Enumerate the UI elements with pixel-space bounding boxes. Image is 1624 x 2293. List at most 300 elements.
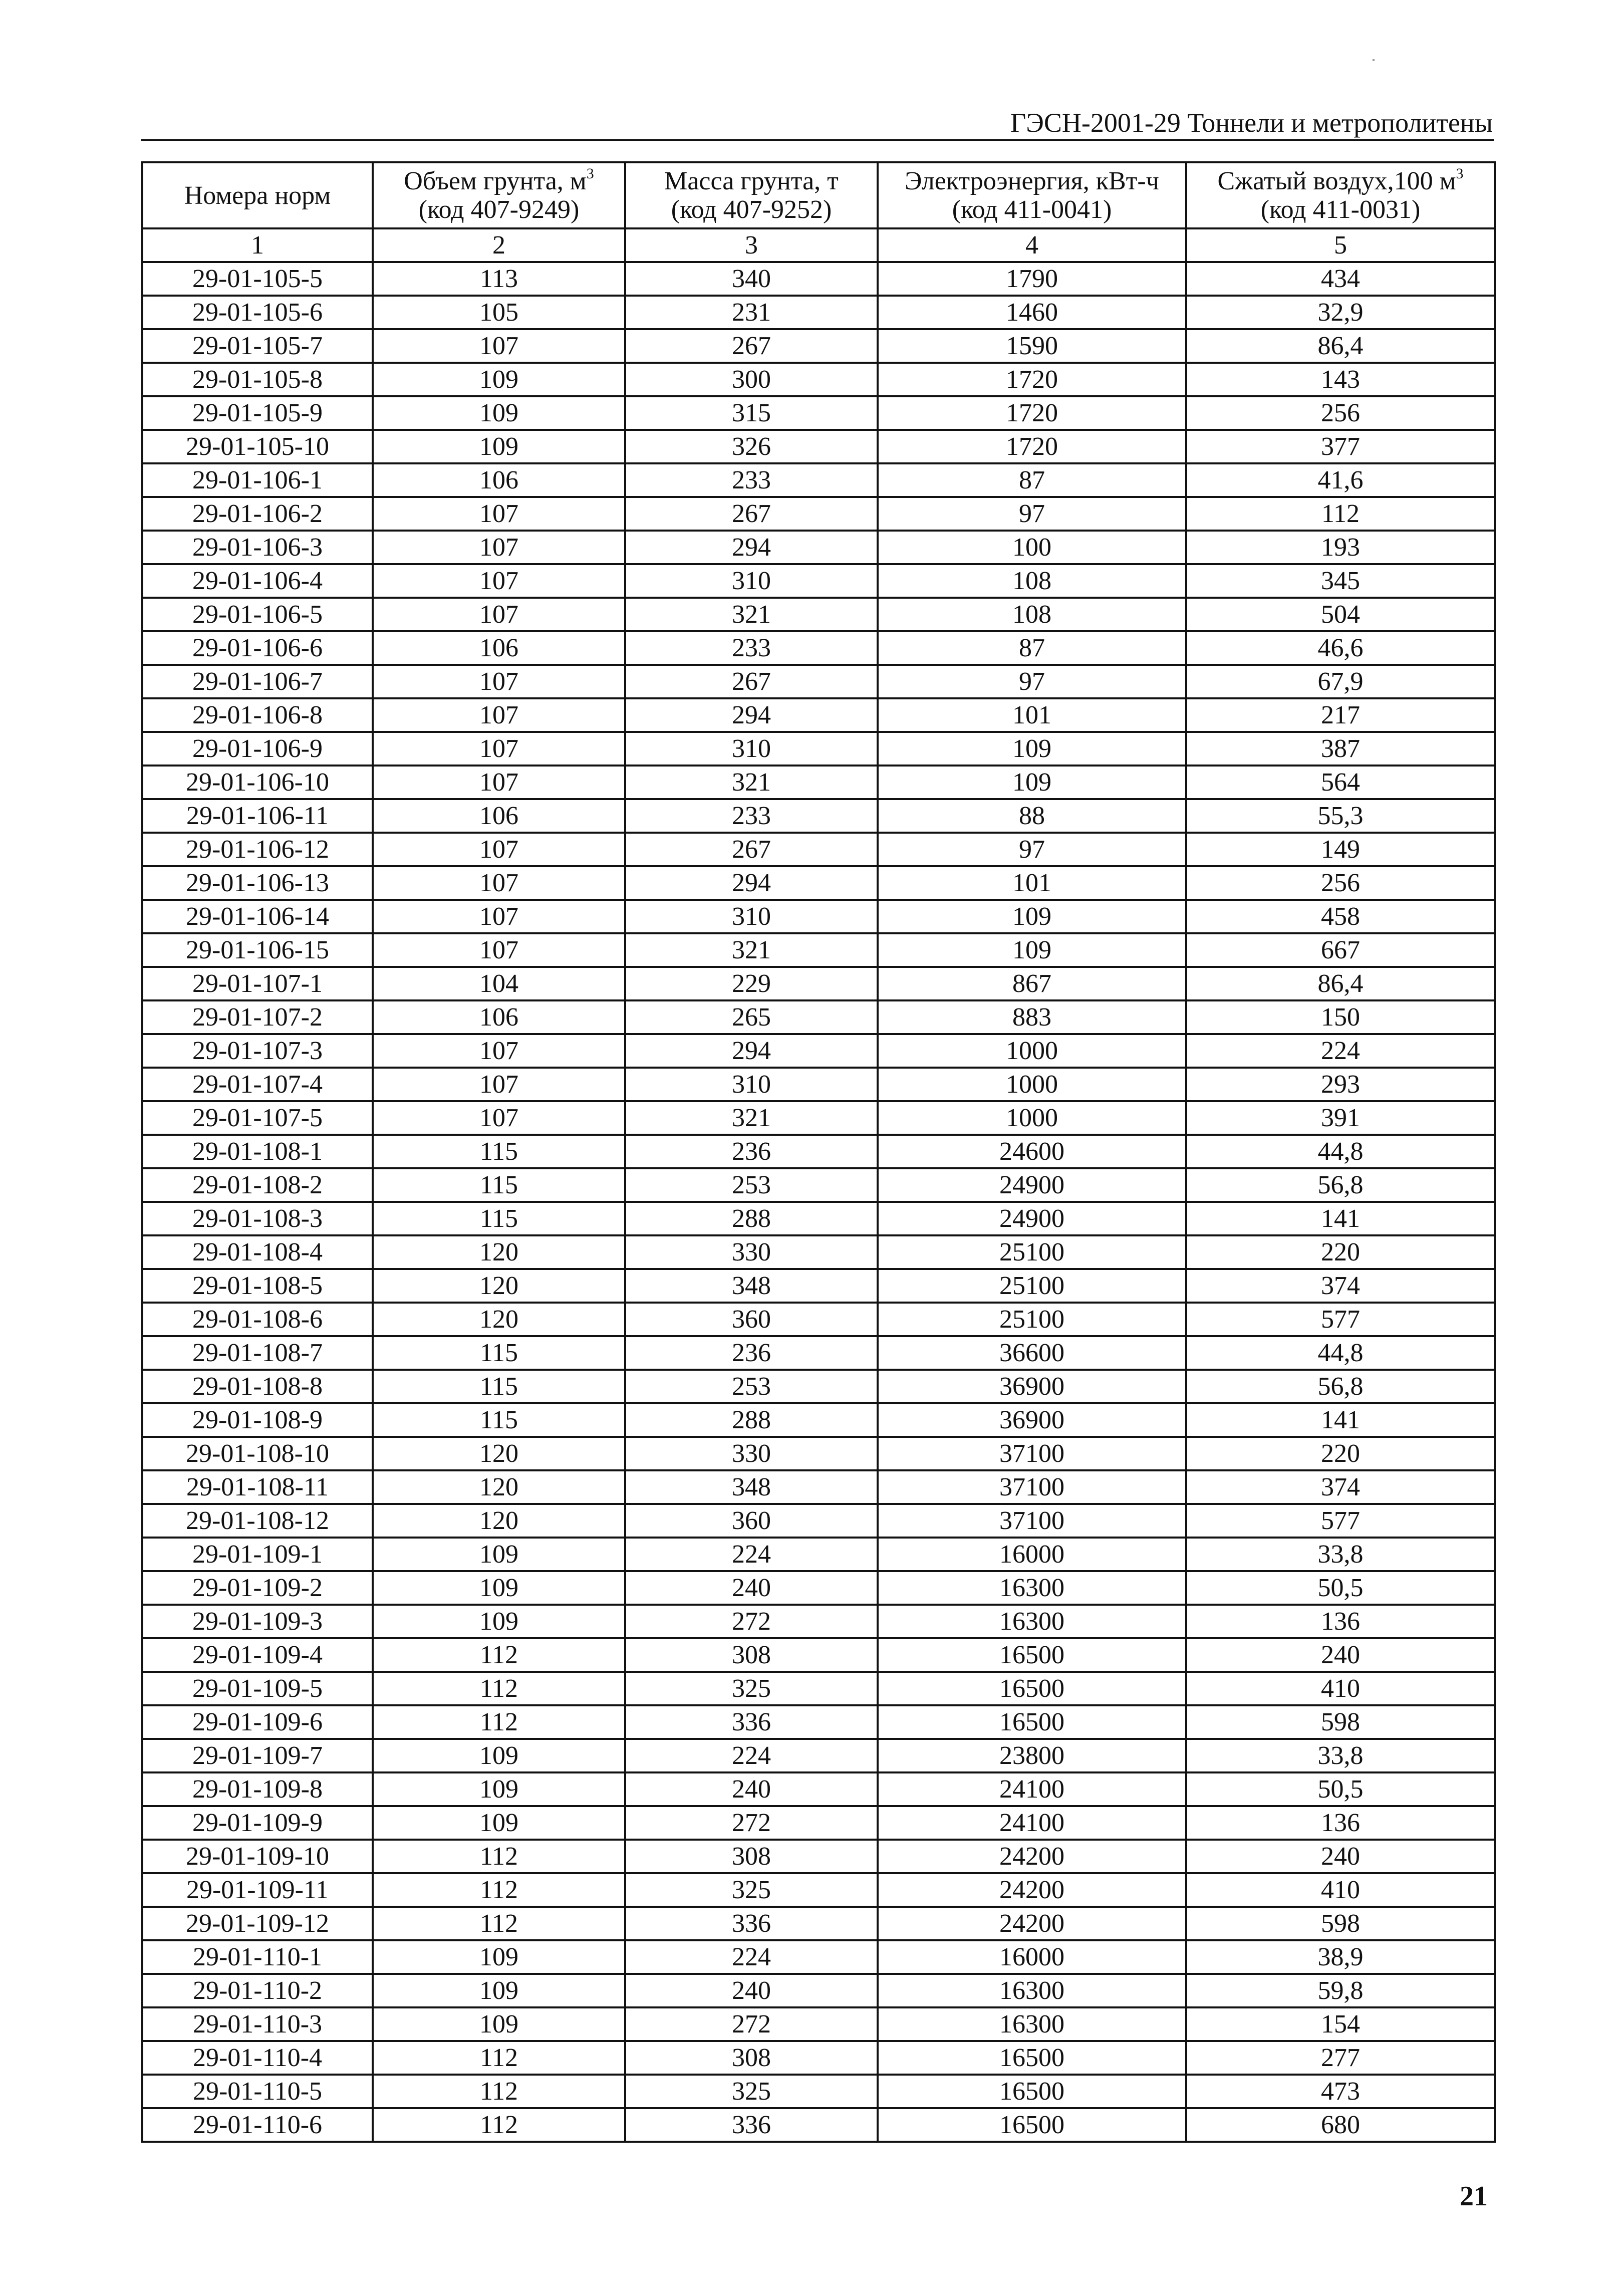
soil-volume-cell: 107	[373, 1101, 625, 1135]
table-row	[142, 564, 1495, 598]
compressed-air-cell: 32,9	[1186, 296, 1495, 329]
table-row	[142, 1068, 1495, 1101]
soil-volume-cell: 107	[373, 732, 625, 766]
electricity-cell: 24100	[878, 1806, 1186, 1840]
page-header-title: ГЭСН-2001-29 Тоннели и метрополитены	[1010, 108, 1493, 138]
soil-volume-cell: 109	[373, 1739, 625, 1772]
compressed-air-cell: 564	[1186, 766, 1495, 799]
column-number: 5	[1186, 228, 1495, 262]
soil-volume-cell: 107	[373, 766, 625, 799]
soil-mass-cell: 233	[625, 799, 878, 833]
compressed-air-cell: 136	[1186, 1605, 1495, 1638]
compressed-air-cell: 667	[1186, 933, 1495, 967]
electricity-cell: 108	[878, 598, 1186, 631]
norm-number-cell: 29-01-108-3	[142, 1202, 373, 1235]
electricity-cell: 16500	[878, 2108, 1186, 2142]
soil-volume-cell: 109	[373, 2007, 625, 2041]
table-row	[142, 1403, 1495, 1437]
soil-volume-cell: 109	[373, 1538, 625, 1571]
electricity-cell: 24100	[878, 1772, 1186, 1806]
column-header-electricity	[878, 162, 1186, 228]
soil-volume-cell: 115	[373, 1336, 625, 1370]
soil-mass-cell: 288	[625, 1403, 878, 1437]
electricity-cell: 1790	[878, 262, 1186, 296]
norm-number-cell: 29-01-109-7	[142, 1739, 373, 1772]
electricity-cell: 100	[878, 531, 1186, 564]
table-row	[142, 329, 1495, 363]
table-row	[142, 430, 1495, 463]
norm-number-cell: 29-01-108-11	[142, 1470, 373, 1504]
norms-table	[141, 161, 1496, 2143]
electricity-cell: 101	[878, 866, 1186, 900]
soil-mass-cell: 236	[625, 1135, 878, 1168]
table-row	[142, 665, 1495, 698]
soil-mass-cell: 240	[625, 1772, 878, 1806]
soil-mass-cell: 336	[625, 1907, 878, 1940]
compressed-air-cell: 44,8	[1186, 1336, 1495, 1370]
norm-number-cell: 29-01-109-10	[142, 1840, 373, 1873]
table-row	[142, 497, 1495, 531]
soil-volume-cell: 107	[373, 933, 625, 967]
norm-number-cell: 29-01-106-13	[142, 866, 373, 900]
electricity-cell: 36900	[878, 1370, 1186, 1403]
electricity-cell: 24900	[878, 1202, 1186, 1235]
table-row	[142, 1772, 1495, 1806]
soil-volume-cell: 109	[373, 1605, 625, 1638]
soil-volume-cell: 104	[373, 967, 625, 1000]
table-row	[142, 967, 1495, 1000]
compressed-air-cell: 38,9	[1186, 1940, 1495, 1974]
column-header-code: (код 411-0041)	[952, 195, 1112, 224]
table-row	[142, 1202, 1495, 1235]
electricity-cell: 1000	[878, 1034, 1186, 1068]
electricity-cell: 109	[878, 732, 1186, 766]
column-number: 4	[878, 228, 1186, 262]
compressed-air-cell: 154	[1186, 2007, 1495, 2041]
electricity-cell: 24200	[878, 1907, 1186, 1940]
table-row	[142, 1168, 1495, 1202]
electricity-cell: 97	[878, 665, 1186, 698]
electricity-cell: 36900	[878, 1403, 1186, 1437]
column-header-title: Сжатый воздух,100 м	[1217, 167, 1456, 195]
soil-volume-cell: 106	[373, 799, 625, 833]
norm-number-cell: 29-01-108-8	[142, 1370, 373, 1403]
soil-mass-cell: 310	[625, 1068, 878, 1101]
soil-volume-cell: 107	[373, 497, 625, 531]
soil-volume-cell: 107	[373, 833, 625, 866]
table-row	[142, 2108, 1495, 2142]
norm-number-cell: 29-01-106-11	[142, 799, 373, 833]
norm-number-cell: 29-01-105-6	[142, 296, 373, 329]
norm-number-cell: 29-01-109-3	[142, 1605, 373, 1638]
norm-number-cell: 29-01-105-5	[142, 262, 373, 296]
soil-mass-cell: 308	[625, 2041, 878, 2075]
column-header-title-line	[374, 167, 624, 195]
soil-volume-cell: 115	[373, 1135, 625, 1168]
compressed-air-cell: 193	[1186, 531, 1495, 564]
norm-number-cell: 29-01-105-9	[142, 396, 373, 430]
electricity-cell: 87	[878, 463, 1186, 497]
soil-mass-cell: 233	[625, 463, 878, 497]
table-row	[142, 1940, 1495, 1974]
electricity-cell: 23800	[878, 1739, 1186, 1772]
table-row	[142, 1437, 1495, 1470]
column-header-code: (код 411-0031)	[1260, 195, 1421, 224]
electricity-cell: 16000	[878, 1538, 1186, 1571]
soil-mass-cell: 267	[625, 329, 878, 363]
compressed-air-cell: 577	[1186, 1303, 1495, 1336]
soil-volume-cell: 112	[373, 1907, 625, 1940]
soil-volume-cell: 115	[373, 1202, 625, 1235]
soil-mass-cell: 315	[625, 396, 878, 430]
compressed-air-cell: 577	[1186, 1504, 1495, 1538]
norm-number-cell: 29-01-110-3	[142, 2007, 373, 2041]
compressed-air-cell: 410	[1186, 1672, 1495, 1705]
soil-mass-cell: 231	[625, 296, 878, 329]
electricity-cell: 24200	[878, 1840, 1186, 1873]
soil-mass-cell: 253	[625, 1370, 878, 1403]
electricity-cell: 1590	[878, 329, 1186, 363]
table-row	[142, 1370, 1495, 1403]
electricity-cell: 37100	[878, 1470, 1186, 1504]
electricity-cell: 25100	[878, 1235, 1186, 1269]
table-row	[142, 1101, 1495, 1135]
norm-number-cell: 29-01-110-2	[142, 1974, 373, 2007]
compressed-air-cell: 33,8	[1186, 1739, 1495, 1772]
soil-mass-cell: 325	[625, 2075, 878, 2108]
column-header-norm-number	[142, 162, 373, 228]
table-row	[142, 866, 1495, 900]
norm-number-cell: 29-01-109-11	[142, 1873, 373, 1907]
soil-volume-cell: 112	[373, 1873, 625, 1907]
electricity-cell: 1460	[878, 296, 1186, 329]
table-row	[142, 732, 1495, 766]
soil-mass-cell: 224	[625, 1940, 878, 1974]
soil-volume-cell: 120	[373, 1470, 625, 1504]
soil-volume-cell: 112	[373, 2075, 625, 2108]
soil-volume-cell: 120	[373, 1269, 625, 1303]
soil-volume-cell: 120	[373, 1504, 625, 1538]
table-row	[142, 1235, 1495, 1269]
table-row	[142, 1034, 1495, 1068]
soil-mass-cell: 310	[625, 564, 878, 598]
electricity-cell: 24600	[878, 1135, 1186, 1168]
compressed-air-cell: 293	[1186, 1068, 1495, 1101]
norm-number-cell: 29-01-108-6	[142, 1303, 373, 1336]
electricity-cell: 16000	[878, 1940, 1186, 1974]
compressed-air-cell: 59,8	[1186, 1974, 1495, 2007]
compressed-air-cell: 141	[1186, 1202, 1495, 1235]
column-number: 3	[625, 228, 878, 262]
soil-mass-cell: 308	[625, 1840, 878, 1873]
soil-mass-cell: 325	[625, 1672, 878, 1705]
table-row	[142, 1840, 1495, 1873]
soil-mass-cell: 294	[625, 531, 878, 564]
norm-number-cell: 29-01-106-3	[142, 531, 373, 564]
soil-mass-cell: 308	[625, 1638, 878, 1672]
norm-number-cell: 29-01-106-5	[142, 598, 373, 631]
electricity-cell: 16500	[878, 1705, 1186, 1739]
electricity-cell: 88	[878, 799, 1186, 833]
soil-mass-cell: 288	[625, 1202, 878, 1235]
table-row	[142, 1000, 1495, 1034]
compressed-air-cell: 56,8	[1186, 1168, 1495, 1202]
electricity-cell: 101	[878, 698, 1186, 732]
table-row	[142, 2007, 1495, 2041]
electricity-cell: 16500	[878, 1672, 1186, 1705]
soil-volume-cell: 120	[373, 1235, 625, 1269]
table-row	[142, 1571, 1495, 1605]
compressed-air-cell: 240	[1186, 1638, 1495, 1672]
compressed-air-cell: 458	[1186, 900, 1495, 933]
compressed-air-cell: 33,8	[1186, 1538, 1495, 1571]
soil-volume-cell: 107	[373, 598, 625, 631]
compressed-air-cell: 504	[1186, 598, 1495, 631]
column-header-title: Масса грунта, т	[664, 167, 839, 195]
soil-volume-cell: 107	[373, 531, 625, 564]
electricity-cell: 24900	[878, 1168, 1186, 1202]
norm-number-cell: 29-01-110-6	[142, 2108, 373, 2142]
soil-volume-cell: 120	[373, 1303, 625, 1336]
norm-number-cell: 29-01-108-9	[142, 1403, 373, 1437]
compressed-air-cell: 67,9	[1186, 665, 1495, 698]
table-row	[142, 1269, 1495, 1303]
soil-volume-cell: 109	[373, 1940, 625, 1974]
table-row	[142, 1303, 1495, 1336]
compressed-air-cell: 391	[1186, 1101, 1495, 1135]
norm-number-cell: 29-01-109-4	[142, 1638, 373, 1672]
table-row	[142, 1705, 1495, 1739]
compressed-air-cell: 141	[1186, 1403, 1495, 1437]
norm-number-cell: 29-01-106-15	[142, 933, 373, 967]
soil-volume-cell: 107	[373, 665, 625, 698]
soil-mass-cell: 321	[625, 766, 878, 799]
soil-mass-cell: 310	[625, 732, 878, 766]
compressed-air-cell: 50,5	[1186, 1571, 1495, 1605]
norm-number-cell: 29-01-109-2	[142, 1571, 373, 1605]
soil-mass-cell: 224	[625, 1538, 878, 1571]
column-numbers-row	[142, 228, 1495, 262]
norm-number-cell: 29-01-107-2	[142, 1000, 373, 1034]
norm-number-cell: 29-01-108-1	[142, 1135, 373, 1168]
soil-volume-cell: 115	[373, 1370, 625, 1403]
compressed-air-cell: 112	[1186, 497, 1495, 531]
column-number: 1	[142, 228, 373, 262]
soil-volume-cell: 107	[373, 329, 625, 363]
soil-mass-cell: 253	[625, 1168, 878, 1202]
electricity-cell: 109	[878, 933, 1186, 967]
soil-mass-cell: 233	[625, 631, 878, 665]
electricity-cell: 37100	[878, 1504, 1186, 1538]
soil-volume-cell: 112	[373, 1705, 625, 1739]
soil-volume-cell: 109	[373, 1772, 625, 1806]
soil-mass-cell: 321	[625, 1101, 878, 1135]
table-row	[142, 1504, 1495, 1538]
electricity-cell: 25100	[878, 1269, 1186, 1303]
compressed-air-cell: 410	[1186, 1873, 1495, 1907]
compressed-air-cell: 143	[1186, 363, 1495, 396]
table-row	[142, 1336, 1495, 1370]
norm-number-cell: 29-01-110-4	[142, 2041, 373, 2075]
compressed-air-cell: 277	[1186, 2041, 1495, 2075]
column-header-title: Электроэнергия, кВт-ч	[905, 167, 1159, 195]
soil-mass-cell: 272	[625, 1605, 878, 1638]
column-titles-row	[142, 162, 1495, 228]
column-header-code: (код 407-9252)	[671, 195, 832, 224]
table-row	[142, 1470, 1495, 1504]
norm-number-cell: 29-01-106-6	[142, 631, 373, 665]
table-row	[142, 1739, 1495, 1772]
compressed-air-cell: 50,5	[1186, 1772, 1495, 1806]
soil-volume-cell: 109	[373, 1571, 625, 1605]
norm-number-cell: 29-01-106-1	[142, 463, 373, 497]
table-row	[142, 2041, 1495, 2075]
electricity-cell: 1720	[878, 396, 1186, 430]
soil-volume-cell: 107	[373, 564, 625, 598]
compressed-air-cell: 598	[1186, 1907, 1495, 1940]
table-row	[142, 1538, 1495, 1571]
soil-volume-cell: 113	[373, 262, 625, 296]
soil-volume-cell: 120	[373, 1437, 625, 1470]
soil-mass-cell: 326	[625, 430, 878, 463]
soil-mass-cell: 224	[625, 1739, 878, 1772]
table-row	[142, 262, 1495, 296]
soil-mass-cell: 240	[625, 1571, 878, 1605]
compressed-air-cell: 598	[1186, 1705, 1495, 1739]
compressed-air-cell: 374	[1186, 1269, 1495, 1303]
norm-number-cell: 29-01-108-5	[142, 1269, 373, 1303]
norm-number-cell: 29-01-106-2	[142, 497, 373, 531]
compressed-air-cell: 387	[1186, 732, 1495, 766]
table-row	[142, 396, 1495, 430]
norm-number-cell: 29-01-106-4	[142, 564, 373, 598]
soil-mass-cell: 272	[625, 1806, 878, 1840]
compressed-air-cell: 44,8	[1186, 1135, 1495, 1168]
compressed-air-cell: 55,3	[1186, 799, 1495, 833]
compressed-air-cell: 46,6	[1186, 631, 1495, 665]
column-number: 2	[373, 228, 625, 262]
compressed-air-cell: 256	[1186, 396, 1495, 430]
table-row	[142, 766, 1495, 799]
electricity-cell: 97	[878, 497, 1186, 531]
compressed-air-cell: 345	[1186, 564, 1495, 598]
compressed-air-cell: 220	[1186, 1437, 1495, 1470]
soil-volume-cell: 107	[373, 1034, 625, 1068]
norm-number-cell: 29-01-107-4	[142, 1068, 373, 1101]
soil-volume-cell: 107	[373, 698, 625, 732]
soil-volume-cell: 112	[373, 2041, 625, 2075]
table-row	[142, 900, 1495, 933]
soil-volume-cell: 112	[373, 1840, 625, 1873]
norm-number-cell: 29-01-110-5	[142, 2075, 373, 2108]
electricity-cell: 883	[878, 1000, 1186, 1034]
table-row	[142, 1806, 1495, 1840]
table-row	[142, 1672, 1495, 1705]
soil-mass-cell: 294	[625, 1034, 878, 1068]
column-header-soil-mass	[625, 162, 878, 228]
column-header-compressed-air	[1186, 162, 1495, 228]
electricity-cell: 87	[878, 631, 1186, 665]
soil-volume-cell: 115	[373, 1168, 625, 1202]
soil-volume-cell: 109	[373, 363, 625, 396]
electricity-cell: 24200	[878, 1873, 1186, 1907]
norm-number-cell: 29-01-105-7	[142, 329, 373, 363]
norm-number-cell: 29-01-110-1	[142, 1940, 373, 1974]
column-header-title: Объем грунта, м	[404, 167, 587, 195]
soil-mass-cell: 229	[625, 967, 878, 1000]
column-header-superscript: 3	[1456, 165, 1464, 182]
soil-volume-cell: 106	[373, 631, 625, 665]
norm-number-cell: 29-01-106-10	[142, 766, 373, 799]
soil-mass-cell: 321	[625, 598, 878, 631]
table-row	[142, 463, 1495, 497]
table-row	[142, 833, 1495, 866]
norm-number-cell: 29-01-109-5	[142, 1672, 373, 1705]
norm-number-cell: 29-01-108-12	[142, 1504, 373, 1538]
column-header-code: (код 407-9249)	[418, 195, 580, 224]
table-row	[142, 1873, 1495, 1907]
electricity-cell: 16500	[878, 1638, 1186, 1672]
compressed-air-cell: 56,8	[1186, 1370, 1495, 1403]
soil-mass-cell: 267	[625, 833, 878, 866]
table-header	[142, 162, 1495, 262]
soil-mass-cell: 240	[625, 1974, 878, 2007]
page-number: 21	[1460, 2181, 1488, 2212]
soil-mass-cell: 294	[625, 698, 878, 732]
soil-volume-cell: 106	[373, 1000, 625, 1034]
header-rule	[141, 139, 1494, 141]
compressed-air-cell: 41,6	[1186, 463, 1495, 497]
soil-mass-cell: 325	[625, 1873, 878, 1907]
soil-volume-cell: 112	[373, 1638, 625, 1672]
electricity-cell: 1000	[878, 1068, 1186, 1101]
compressed-air-cell: 136	[1186, 1806, 1495, 1840]
table-body	[142, 262, 1495, 2142]
compressed-air-cell: 217	[1186, 698, 1495, 732]
column-header-superscript: 3	[586, 165, 594, 182]
table-row	[142, 2075, 1495, 2108]
electricity-cell: 16500	[878, 2041, 1186, 2075]
soil-mass-cell: 265	[625, 1000, 878, 1034]
table-row	[142, 296, 1495, 329]
soil-volume-cell: 109	[373, 396, 625, 430]
electricity-cell: 36600	[878, 1336, 1186, 1370]
norm-number-cell: 29-01-106-14	[142, 900, 373, 933]
norm-number-cell: 29-01-106-9	[142, 732, 373, 766]
table-row	[142, 1638, 1495, 1672]
electricity-cell: 97	[878, 833, 1186, 866]
compressed-air-cell: 86,4	[1186, 967, 1495, 1000]
soil-mass-cell: 336	[625, 2108, 878, 2142]
norm-number-cell: 29-01-106-12	[142, 833, 373, 866]
column-header-title: Номера норм	[184, 181, 331, 210]
soil-volume-cell: 112	[373, 1672, 625, 1705]
table-row	[142, 799, 1495, 833]
soil-volume-cell: 109	[373, 1974, 625, 2007]
electricity-cell: 109	[878, 766, 1186, 799]
compressed-air-cell: 374	[1186, 1470, 1495, 1504]
soil-volume-cell: 107	[373, 866, 625, 900]
norm-number-cell: 29-01-105-10	[142, 430, 373, 463]
soil-volume-cell: 107	[373, 1068, 625, 1101]
electricity-cell: 16300	[878, 1974, 1186, 2007]
soil-volume-cell: 107	[373, 900, 625, 933]
soil-mass-cell: 267	[625, 497, 878, 531]
norm-number-cell: 29-01-106-7	[142, 665, 373, 698]
electricity-cell: 16300	[878, 2007, 1186, 2041]
table-row	[142, 531, 1495, 564]
column-header-title-line	[1187, 167, 1494, 195]
